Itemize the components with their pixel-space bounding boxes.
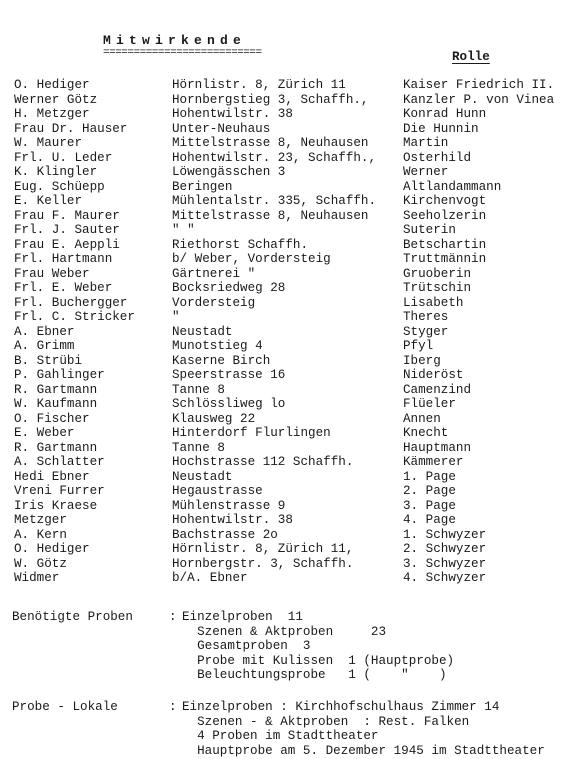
cast-name: O. Hediger xyxy=(14,78,90,92)
cast-address: Riethorst Schaffh. xyxy=(172,237,309,252)
cast-row xyxy=(14,296,571,311)
venues-label: Probe - Lokale xyxy=(12,700,118,714)
cast-role: Seeholzerin xyxy=(403,208,487,223)
cast-address: Hohentwilstr. 38 xyxy=(172,107,293,121)
cast-row xyxy=(14,281,571,296)
cast-role: Kirchenvogt xyxy=(403,194,487,208)
cast-role: Altlandammann xyxy=(403,179,502,194)
cast-name: A. Grimm xyxy=(14,339,75,353)
cast-address: Mittelstrasse 8, Neuhausen xyxy=(172,136,369,150)
cast-address: Löwengässchen 3 xyxy=(172,165,286,179)
cast-role: Pfyl xyxy=(403,339,434,353)
cast-role: Camenzind xyxy=(403,382,472,397)
cast-address: Mühlentalstr. 335, Schaffh. xyxy=(172,194,377,208)
cast-role: Lisabeth xyxy=(403,295,464,310)
cast-address: Mühlenstrasse 9 xyxy=(172,498,286,513)
cast-name: R. Gartmann xyxy=(14,382,98,397)
cast-role: 2. Schwyzer xyxy=(403,542,487,556)
cast-address: Vordersteig xyxy=(172,295,256,310)
cast-address: Hohentwilstr. 38 xyxy=(172,513,293,527)
proben-line: Einzelproben 11 xyxy=(182,610,303,624)
cast-row xyxy=(14,252,571,267)
cast-row xyxy=(14,354,571,369)
cast-row xyxy=(14,412,571,427)
cast-address: Beringen xyxy=(172,179,233,194)
cast-role: 1. Page xyxy=(403,469,456,484)
cast-row xyxy=(14,122,571,137)
cast-role: Knecht xyxy=(403,426,449,440)
cast-name: Eug. Schüepp xyxy=(14,179,105,194)
cast-row xyxy=(14,484,571,499)
proben-line: Beleuchtungsprobe 1 ( " ) xyxy=(182,668,447,682)
page-title: Mitwirkende xyxy=(103,33,247,48)
rehearsals-label: Benötigte Proben xyxy=(12,610,133,624)
cast-name: A. Schlatter xyxy=(14,455,105,469)
lokale-line: 4 Proben im Stadttheater xyxy=(182,729,379,743)
cast-row xyxy=(14,194,571,209)
cast-role: Styger xyxy=(403,324,449,339)
cast-name: Werner Götz xyxy=(14,92,98,107)
cast-name: Frl. C. Stricker xyxy=(14,310,135,324)
cast-row xyxy=(14,238,571,253)
cast-name: Iris Kraese xyxy=(14,498,98,513)
cast-role: 3. Schwyzer xyxy=(403,556,487,571)
cast-name: H. Metzger xyxy=(14,107,90,121)
role-column-header: Rolle xyxy=(452,50,490,64)
cast-name: Frau Weber xyxy=(14,266,90,281)
cast-role: Trütschin xyxy=(403,281,472,295)
cast-row xyxy=(14,107,571,122)
cast-name: O. Fischer xyxy=(14,411,90,426)
cast-row xyxy=(14,368,571,383)
cast-name: W. Götz xyxy=(14,556,67,571)
cast-address: Hinterdorf Flurlingen xyxy=(172,426,331,440)
cast-address: b/ Weber, Vordersteig xyxy=(172,252,331,266)
cast-name: O. Hediger xyxy=(14,542,90,556)
cast-address: Hohentwilstr. 23, Schaffh., xyxy=(172,150,377,165)
cast-name: Frau F. Maurer xyxy=(14,208,120,223)
cast-row xyxy=(14,223,571,238)
cast-address: Speerstrasse 16 xyxy=(172,368,286,382)
title-underline: ========================== xyxy=(103,47,262,59)
cast-row xyxy=(14,267,571,282)
cast-name: B. Strübi xyxy=(14,353,83,368)
cast-name: W. Kaufmann xyxy=(14,397,98,411)
cast-address: Hegaustrasse xyxy=(172,484,263,498)
cast-row xyxy=(14,151,571,166)
cast-row xyxy=(14,542,571,557)
cast-address: b/A. Ebner xyxy=(172,571,248,585)
cast-row xyxy=(14,209,571,224)
cast-row xyxy=(14,455,571,470)
cast-role: Suterin xyxy=(403,223,456,237)
lokale-line: Hauptprobe am 5. Dezember 1945 im Stadttheater xyxy=(182,743,545,758)
cast-address: Hörnlistr. 8, Zürich 11 xyxy=(172,78,346,92)
cast-address: Schlössliweg lo xyxy=(172,397,286,411)
cast-row xyxy=(14,499,571,514)
cast-name: Hedi Ebner xyxy=(14,469,90,484)
cast-role: Annen xyxy=(403,411,441,426)
cast-role: Kämmerer xyxy=(403,455,464,469)
cast-role: Iberg xyxy=(403,353,441,368)
cast-role: Martin xyxy=(403,136,449,150)
cast-address: Bachstrasse 2o xyxy=(172,527,278,542)
cast-address: Hornbergstr. 3, Schaffh. xyxy=(172,556,354,571)
cast-role: Kanzler P. von Vinea xyxy=(403,92,555,107)
cast-row xyxy=(14,513,571,528)
cast-role: Theres xyxy=(403,310,449,324)
cast-role: Gruoberin xyxy=(403,266,472,281)
cast-role: Kaiser Friedrich II. xyxy=(403,78,555,92)
cast-row xyxy=(14,571,571,586)
cast-row xyxy=(14,339,571,354)
cast-row xyxy=(14,325,571,340)
proben-line: Gesamtproben 3 xyxy=(182,639,311,653)
cast-name: Frl. J. Sauter xyxy=(14,223,120,237)
cast-address: Tanne 8 xyxy=(172,440,225,455)
cast-role: Nideröst xyxy=(403,368,464,382)
cast-role: Flüeler xyxy=(403,397,456,411)
cast-role: Truttmännin xyxy=(403,252,487,266)
proben-line: Szenen & Aktproben 23 xyxy=(182,624,387,639)
rehearsals-colon: : xyxy=(169,610,177,624)
cast-name: W. Maurer xyxy=(14,136,83,150)
cast-name: Frl. E. Weber xyxy=(14,281,113,295)
cast-row xyxy=(14,78,571,93)
cast-role: 1. Schwyzer xyxy=(403,527,487,542)
cast-address: Klausweg 22 xyxy=(172,411,256,426)
cast-role: 4. Schwyzer xyxy=(403,571,487,585)
cast-address: Hörnlistr. 8, Zürich 11, xyxy=(172,542,354,556)
cast-address: Tanne 8 xyxy=(172,382,225,397)
cast-row xyxy=(14,528,571,543)
cast-row xyxy=(14,441,571,456)
lokale-line: Einzelproben : Kirchhofschulhaus Zimmer 14 xyxy=(182,700,500,714)
cast-address: Kaserne Birch xyxy=(172,353,271,368)
cast-role: 3. Page xyxy=(403,498,456,513)
cast-address: Bocksriedweg 28 xyxy=(172,281,286,295)
venues-lines xyxy=(182,700,545,758)
cast-name: R. Gartmann xyxy=(14,440,98,455)
cast-name: K. Klingler xyxy=(14,165,98,179)
cast-name: A. Kern xyxy=(14,527,67,542)
cast-role: 2. Page xyxy=(403,484,456,498)
lokale-line: Szenen - & Aktproben : Rest. Falken xyxy=(182,714,470,729)
cast-name: A. Ebner xyxy=(14,324,75,339)
cast-address: Neustadt xyxy=(172,469,233,484)
cast-address: Gärtnerei " xyxy=(172,266,256,281)
cast-name: Frau Dr. Hauser xyxy=(14,121,128,136)
cast-name: Metzger xyxy=(14,513,67,527)
cast-row xyxy=(14,165,571,180)
cast-row xyxy=(14,310,571,325)
cast-role: Betschartin xyxy=(403,237,487,252)
cast-role: Osterhild xyxy=(403,150,472,165)
cast-role: Die Hunnin xyxy=(403,121,479,136)
cast-address: Munotstieg 4 xyxy=(172,339,263,353)
venues-colon: : xyxy=(169,700,177,714)
cast-role: Werner xyxy=(403,165,449,179)
cast-name: E. Weber xyxy=(14,426,75,440)
cast-row xyxy=(14,180,571,195)
cast-row xyxy=(14,470,571,485)
cast-name: P. Gahlinger xyxy=(14,368,105,382)
cast-address: Neustadt xyxy=(172,324,233,339)
cast-address: Hornbergstieg 3, Schaffh., xyxy=(172,92,369,107)
cast-role: Konrad Hunn xyxy=(403,107,487,121)
cast-name: Frl. U. Leder xyxy=(14,150,113,165)
cast-address: Mittelstrasse 8, Neuhausen xyxy=(172,208,369,223)
cast-row xyxy=(14,557,571,572)
cast-row xyxy=(14,93,571,108)
cast-name: Frl. Hartmann xyxy=(14,252,113,266)
cast-address: Hochstrasse 112 Schaffh. xyxy=(172,455,354,469)
cast-row xyxy=(14,136,571,151)
cast-name: Vreni Furrer xyxy=(14,484,105,498)
rehearsals-lines xyxy=(182,610,454,683)
cast-address: " " xyxy=(172,223,195,237)
cast-role: Hauptmann xyxy=(403,440,472,455)
proben-line: Probe mit Kulissen 1 (Hauptprobe) xyxy=(182,653,455,668)
cast-row xyxy=(14,383,571,398)
cast-row xyxy=(14,426,571,441)
cast-list xyxy=(14,78,571,586)
cast-row xyxy=(14,397,571,412)
cast-role: 4. Page xyxy=(403,513,456,527)
cast-address: " xyxy=(172,310,180,324)
cast-name: Frau E. Aeppli xyxy=(14,237,120,252)
cast-name: Frl. Buchergger xyxy=(14,295,128,310)
cast-name: Widmer xyxy=(14,571,60,585)
cast-name: E. Keller xyxy=(14,194,83,208)
cast-address: Unter-Neuhaus xyxy=(172,121,271,136)
